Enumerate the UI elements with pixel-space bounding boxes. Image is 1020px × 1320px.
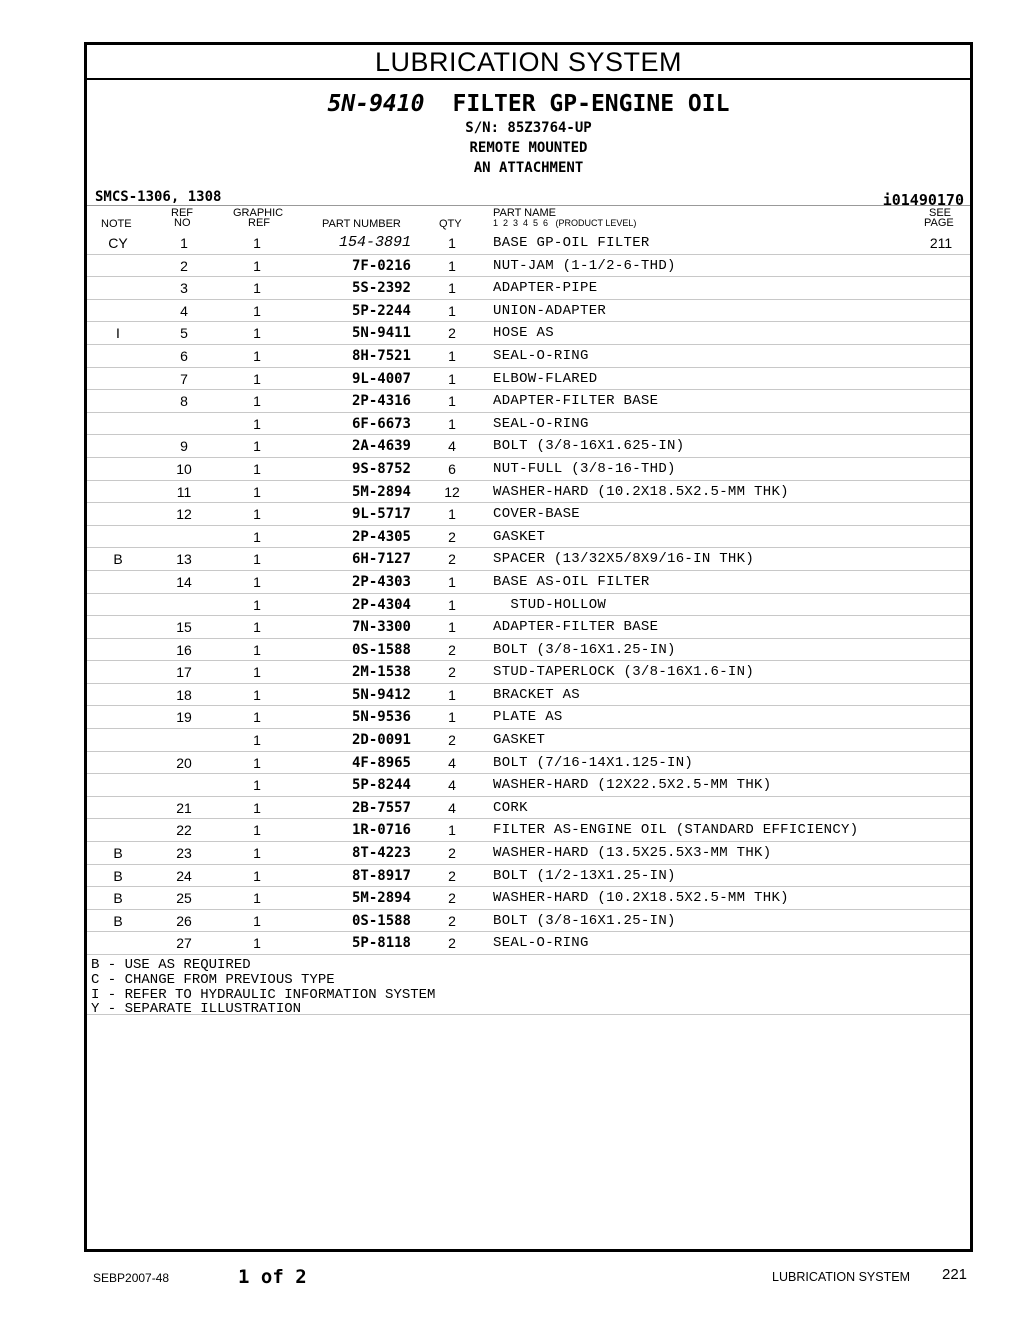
- group-header: [87, 80, 970, 209]
- table-row: [87, 819, 970, 842]
- description-line-2: AN ATTACHMENT: [473, 160, 584, 176]
- qty-cell: 2: [448, 912, 456, 929]
- graphic-ref-cell: 1: [253, 912, 261, 929]
- ref-no-cell: 1: [180, 235, 188, 251]
- ref-no-cell: 19: [176, 709, 192, 726]
- ref-no-cell: 16: [176, 641, 192, 658]
- part-number-link[interactable]: 5M-2894: [351, 890, 411, 907]
- part-name-cell: HOSE AS: [493, 325, 554, 342]
- part-name-cell: STUD-HOLLOW: [493, 596, 607, 613]
- graphic-ref-cell: 1: [253, 822, 261, 839]
- part-number-link[interactable]: 9L-5717: [351, 506, 411, 523]
- qty-cell: 2: [448, 325, 456, 342]
- ref-no-cell: 23: [176, 845, 192, 862]
- qty-cell: 1: [448, 709, 456, 726]
- note-cell: CY: [108, 235, 128, 251]
- graphic-ref-cell: 1: [253, 302, 261, 319]
- qty-cell: 1: [448, 302, 456, 319]
- ref-no-cell: 3: [180, 280, 188, 297]
- part-number-link[interactable]: 2P-4305: [351, 528, 411, 545]
- part-name-cell: WASHER-HARD (10.2X18.5X2.5-MM THK): [493, 483, 789, 500]
- graphic-ref-cell: 1: [253, 257, 261, 274]
- part-number-link[interactable]: 6H-7127: [351, 551, 411, 568]
- qty-cell: 4: [448, 799, 456, 816]
- part-number-link[interactable]: 2B-7557: [351, 799, 411, 816]
- graphic-ref-cell: 1: [253, 528, 261, 545]
- part-name-cell: BASE AS-OIL FILTER: [493, 573, 650, 590]
- description-line-1: REMOTE MOUNTED: [469, 140, 588, 156]
- table-row: [87, 729, 970, 752]
- part-name-cell: WASHER-HARD (10.2X18.5X2.5-MM THK): [493, 890, 789, 907]
- table-row: [87, 481, 970, 504]
- qty-cell: 1: [448, 235, 456, 251]
- qty-cell: 12: [444, 483, 460, 500]
- serial-number: S/N: 85Z3764-UP: [465, 120, 592, 136]
- col-part-number: PART NUMBER: [322, 218, 401, 230]
- part-number-link[interactable]: 2M-1538: [351, 664, 411, 681]
- part-name-cell: WASHER-HARD (12X22.5X2.5-MM THK): [493, 777, 772, 794]
- qty-cell: 4: [448, 777, 456, 794]
- qty-cell: 2: [448, 935, 456, 952]
- part-name-cell: SPACER (13/32X5/8X9/16-IN THK): [493, 551, 755, 568]
- part-name-cell: ADAPTER-FILTER BASE: [493, 619, 659, 636]
- col-graphic-bottom: REF: [248, 217, 270, 229]
- graphic-ref-cell: 1: [253, 506, 261, 523]
- see-page-link[interactable]: 211: [929, 235, 953, 251]
- part-name-cell: NUT-FULL (3/8-16-THD): [493, 460, 676, 477]
- part-name-cell: SEAL-O-RING: [493, 935, 589, 952]
- ref-no-cell: 20: [176, 754, 192, 771]
- note-cell: I: [116, 325, 120, 342]
- part-name-cell: COVER-BASE: [493, 506, 581, 523]
- graphic-ref-cell: 1: [253, 415, 261, 432]
- table-row: [87, 842, 970, 865]
- part-name-cell: BOLT (3/8-16X1.25-IN): [493, 641, 676, 658]
- qty-cell: 2: [448, 845, 456, 862]
- qty-cell: 1: [448, 596, 456, 613]
- part-number-link[interactable]: 5M-2894: [351, 483, 411, 500]
- part-number-link[interactable]: 1R-0716: [351, 822, 411, 839]
- part-name-cell: ELBOW-FLARED: [493, 370, 598, 387]
- part-name-cell: GASKET: [493, 732, 546, 749]
- part-name-cell: BOLT (3/8-16X1.25-IN): [493, 912, 676, 929]
- ref-no-cell: 22: [176, 822, 192, 839]
- table-row: [87, 390, 970, 413]
- part-name-cell: UNION-ADAPTER: [493, 302, 607, 319]
- part-number-link[interactable]: 2P-4304: [351, 596, 411, 613]
- col-graphic-top: GRAPHIC: [233, 207, 284, 219]
- qty-cell: 1: [448, 506, 456, 523]
- part-number-link[interactable]: 2P-4303: [351, 573, 411, 590]
- graphic-ref-cell: 1: [253, 867, 261, 884]
- part-number-link[interactable]: 8T-4223: [351, 845, 411, 862]
- qty-cell: 1: [448, 257, 456, 274]
- table-row: [87, 797, 970, 820]
- qty-cell: 1: [448, 686, 456, 703]
- qty-cell: 2: [448, 732, 456, 749]
- ref-no-cell: 6: [180, 347, 188, 364]
- table-row: [87, 503, 970, 526]
- part-number-link[interactable]: 5N-9536: [351, 709, 411, 726]
- part-number-link[interactable]: 7N-3300: [351, 619, 411, 636]
- part-number-link[interactable]: 5P-8118: [351, 935, 411, 952]
- part-number-link[interactable]: 8H-7521: [351, 347, 411, 364]
- part-name-cell: STUD-TAPERLOCK (3/8-16X1.6-IN): [493, 664, 755, 681]
- ref-no-cell: 14: [176, 573, 192, 590]
- table-row: [87, 706, 970, 729]
- table-row: [87, 594, 970, 617]
- part-name-cell: NUT-JAM (1-1/2-6-THD): [493, 257, 676, 274]
- qty-cell: 4: [448, 754, 456, 771]
- table-row: [87, 639, 970, 662]
- table-row: [87, 413, 970, 436]
- note-i: I - REFER TO HYDRAULIC INFORMATION SYSTEM: [91, 986, 436, 1003]
- table-row: [87, 616, 970, 639]
- footer-section-name: LUBRICATION SYSTEM: [772, 1270, 910, 1284]
- part-name-cell: ADAPTER-PIPE: [493, 280, 598, 297]
- part-number-link[interactable]: 2A-4639: [351, 438, 411, 455]
- graphic-ref-cell: 1: [253, 709, 261, 726]
- part-number-link[interactable]: 5N-9412: [351, 686, 411, 703]
- note-b: B - USE AS REQUIRED: [91, 957, 251, 973]
- part-name-cell: GASKET: [493, 528, 546, 545]
- graphic-ref-cell: 1: [253, 754, 261, 771]
- ref-no-cell: 9: [180, 438, 188, 455]
- graphic-ref-cell: 1: [253, 732, 261, 749]
- document-id: SEBP2007-48: [93, 1271, 170, 1285]
- note-y: Y - SEPARATE ILLUSTRATION: [91, 1001, 302, 1018]
- ref-no-cell: 18: [176, 686, 192, 703]
- part-number-link[interactable]: 5P-2244: [351, 302, 411, 319]
- qty-cell: 4: [448, 438, 456, 455]
- col-product-level: 1 2 3 4 5 6 (PRODUCT LEVEL): [493, 218, 637, 228]
- graphic-ref-cell: 1: [253, 280, 261, 297]
- table-row: [87, 255, 970, 278]
- part-name-cell: SEAL-O-RING: [493, 347, 589, 364]
- part-name-cell: BOLT (7/16-14X1.125-IN): [493, 754, 694, 771]
- col-see-bottom: PAGE: [924, 217, 954, 229]
- column-headers: [87, 205, 970, 232]
- qty-cell: 1: [448, 347, 456, 364]
- ref-no-cell: 12: [176, 506, 192, 523]
- part-number-link[interactable]: 0S-1588: [351, 641, 411, 658]
- table-row: [87, 910, 970, 933]
- part-number-link[interactable]: 0S-1588: [351, 912, 411, 929]
- parts-table: [87, 232, 970, 955]
- graphic-ref-cell: 1: [253, 641, 261, 658]
- ref-no-cell: 2: [180, 257, 188, 274]
- ref-no-cell: 15: [176, 619, 192, 636]
- part-name-cell: ADAPTER-FILTER BASE: [493, 393, 659, 410]
- graphic-ref-cell: 1: [253, 686, 261, 703]
- note-cell: B: [113, 890, 123, 907]
- illustration-id: i01490170: [882, 191, 964, 209]
- graphic-ref-cell: 1: [253, 777, 261, 794]
- part-name-cell: BRACKET AS: [493, 686, 581, 703]
- ref-no-cell: 7: [180, 370, 188, 387]
- col-ref-bottom: NO: [174, 217, 191, 229]
- part-number-link[interactable]: 9L-4007: [351, 370, 411, 387]
- table-row: [87, 865, 970, 888]
- ref-no-cell: 13: [176, 551, 192, 568]
- qty-cell: 2: [448, 890, 456, 907]
- note-cell: B: [113, 845, 123, 862]
- part-number-link[interactable]: 5N-9411: [351, 325, 411, 342]
- qty-cell: 2: [448, 528, 456, 545]
- qty-cell: 2: [448, 641, 456, 658]
- part-name-cell: BOLT (3/8-16X1.625-IN): [493, 438, 685, 455]
- graphic-ref-cell: 1: [253, 393, 261, 410]
- table-row: [87, 458, 970, 481]
- ref-no-cell: 27: [176, 935, 192, 952]
- ref-no-cell: 17: [176, 664, 192, 681]
- col-ref-top: REF: [171, 207, 193, 219]
- notes-legend: [87, 955, 970, 1018]
- part-name-cell: PLATE AS: [493, 709, 563, 726]
- qty-cell: 1: [448, 393, 456, 410]
- table-row: [87, 661, 970, 684]
- part-name-cell: BASE GP-OIL FILTER: [493, 235, 650, 251]
- page-of-count: 1 of 2: [238, 1266, 307, 1288]
- group-part-name: FILTER GP-ENGINE OIL: [452, 91, 730, 117]
- qty-cell: 6: [448, 460, 456, 477]
- graphic-ref-cell: 1: [253, 573, 261, 590]
- part-number-link[interactable]: 154-3891: [338, 234, 411, 251]
- part-name-cell: WASHER-HARD (13.5X25.5X3-MM THK): [493, 845, 772, 862]
- qty-cell: 1: [448, 415, 456, 432]
- part-number-link[interactable]: 4F-8965: [351, 754, 411, 771]
- graphic-ref-cell: 1: [253, 664, 261, 681]
- ref-no-cell: 4: [180, 302, 188, 319]
- table-row: [87, 322, 970, 345]
- col-part-name: PART NAME: [493, 207, 556, 219]
- table-row: [87, 752, 970, 775]
- graphic-ref-cell: 1: [253, 551, 261, 568]
- graphic-ref-cell: 1: [253, 438, 261, 455]
- graphic-ref-cell: 1: [253, 935, 261, 952]
- table-row: [87, 932, 970, 955]
- col-note: NOTE: [101, 218, 132, 230]
- qty-cell: 1: [448, 619, 456, 636]
- group-part-number[interactable]: 5N-9410: [327, 91, 425, 117]
- table-row: [87, 345, 970, 368]
- part-number-link[interactable]: 9S-8752: [351, 460, 411, 477]
- ref-no-cell: 8: [180, 393, 188, 410]
- graphic-ref-cell: 1: [253, 619, 261, 636]
- part-number-link[interactable]: 2P-4316: [351, 393, 411, 410]
- ref-no-cell: 11: [176, 483, 192, 500]
- graphic-ref-cell: 1: [253, 460, 261, 477]
- smcs-code: SMCS-1306, 1308: [95, 189, 222, 205]
- graphic-ref-cell: 1: [253, 235, 261, 251]
- table-row: [87, 300, 970, 323]
- part-number-link[interactable]: 7F-0216: [351, 257, 411, 274]
- section-title: LUBRICATION SYSTEM: [87, 45, 970, 80]
- graphic-ref-cell: 1: [253, 325, 261, 342]
- qty-cell: 1: [448, 573, 456, 590]
- graphic-ref-cell: 1: [253, 370, 261, 387]
- ref-no-cell: 24: [176, 867, 192, 884]
- ref-no-cell: 25: [176, 890, 192, 907]
- part-name-cell: FILTER AS-ENGINE OIL (STANDARD EFFICIENCY): [493, 822, 859, 839]
- graphic-ref-cell: 1: [253, 596, 261, 613]
- table-row: [87, 435, 970, 458]
- ref-no-cell: 10: [176, 460, 192, 477]
- part-name-cell: BOLT (1/2-13X1.25-IN): [493, 867, 676, 884]
- part-name-cell: SEAL-O-RING: [493, 415, 589, 432]
- note-c: C - CHANGE FROM PREVIOUS TYPE: [91, 971, 335, 988]
- table-row: [87, 684, 970, 707]
- col-qty: QTY: [439, 218, 462, 230]
- table-row: [87, 774, 970, 797]
- note-cell: B: [113, 912, 123, 929]
- group-title: [87, 91, 970, 117]
- col-see-top: SEE: [929, 207, 952, 219]
- part-number-link[interactable]: 5S-2392: [351, 280, 411, 297]
- table-row: [87, 887, 970, 910]
- table-row: [87, 526, 970, 549]
- graphic-ref-cell: 1: [253, 347, 261, 364]
- page-number: 221: [942, 1266, 968, 1283]
- table-row: [87, 277, 970, 300]
- note-cell: B: [113, 551, 123, 568]
- ref-no-cell: 5: [180, 325, 188, 342]
- part-name-cell: CORK: [493, 799, 528, 816]
- table-row: [87, 548, 970, 571]
- note-cell: B: [113, 867, 123, 884]
- qty-cell: 1: [448, 822, 456, 839]
- part-number-link[interactable]: 5P-8244: [351, 777, 411, 794]
- part-number-link[interactable]: 6F-6673: [351, 415, 411, 432]
- qty-cell: 1: [448, 370, 456, 387]
- ref-no-cell: 21: [176, 799, 192, 816]
- table-row: [87, 232, 970, 255]
- qty-cell: 1: [448, 280, 456, 297]
- part-number-link[interactable]: 2D-0091: [351, 732, 411, 749]
- graphic-ref-cell: 1: [253, 845, 261, 862]
- table-row: [87, 571, 970, 594]
- graphic-ref-cell: 1: [253, 799, 261, 816]
- qty-cell: 2: [448, 867, 456, 884]
- graphic-ref-cell: 1: [253, 483, 261, 500]
- ref-no-cell: 26: [176, 912, 192, 929]
- qty-cell: 2: [448, 551, 456, 568]
- parts-page-frame: [84, 42, 973, 1252]
- part-number-link[interactable]: 8T-8917: [351, 867, 411, 884]
- graphic-ref-cell: 1: [253, 890, 261, 907]
- table-row: [87, 368, 970, 391]
- qty-cell: 2: [448, 664, 456, 681]
